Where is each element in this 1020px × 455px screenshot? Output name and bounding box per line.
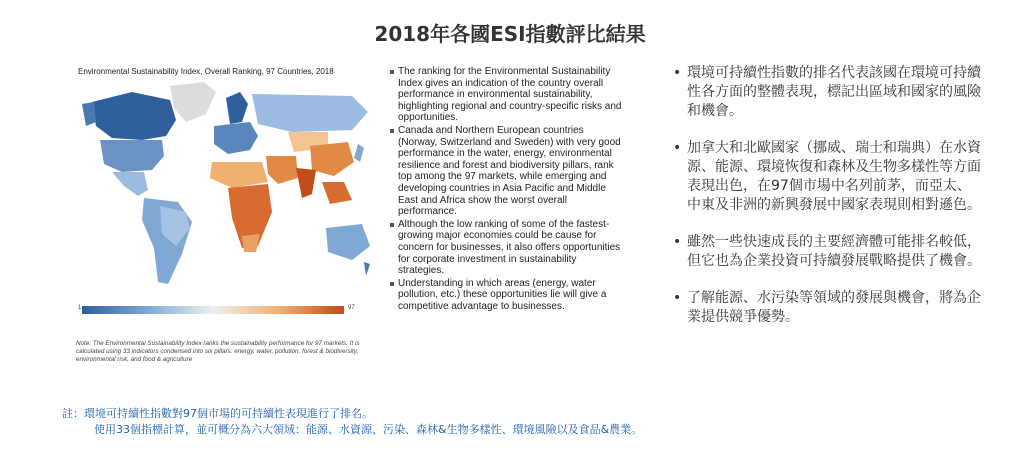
figure-bullet: Canada and Northern European countries (Norway, Switzerland and Sweden) with very good performance in the water, energy, environmental resilience and forest and biodiversity pillars, rank top among the 97 markets, while emerging and developing countries in Asia Pacific and Middle East and Africa show the worst overall performance. (390, 125, 622, 218)
map-caption: Environmental Sustainability Index, Overall Ranking, 97 Countries, 2018 (78, 67, 334, 76)
scale-max-label: 97 (348, 305, 355, 311)
china-shape (310, 142, 354, 176)
canada-shape (92, 92, 176, 140)
usa-shape (100, 140, 164, 172)
figure-bullet: The ranking for the Environmental Sustainability Index gives an indication of the country overall performance in environmental sustainability, highlighting regional and country-specific risks and opportunities. (390, 66, 622, 124)
footnote-line-2: 使用33個指標計算，並可概分為六大領域：能源、水資源、污染、森林&生物多樣性、環境風險以及食品&農業。 (94, 423, 643, 436)
greenland-shape (170, 82, 216, 122)
new-zealand-shape (364, 262, 370, 276)
africa-north-shape (210, 162, 268, 188)
europe-shape (214, 122, 258, 154)
india-shape (296, 168, 316, 198)
summary-item: • 環境可持續性指數的排名代表該國在環境可持續性各方面的整體表現，標記出區域和國家的風險和機會。 (672, 64, 984, 121)
mexico-shape (112, 172, 148, 196)
esi-figure-panel (72, 62, 622, 392)
scale-min-label: 1 (78, 305, 82, 311)
footnote-line-1: 註：環境可持續性指數對97個市場的可持續性表現進行了排名。 (62, 407, 373, 420)
middle-east-shape (266, 156, 298, 184)
world-map (82, 78, 372, 303)
footnote (62, 406, 642, 438)
south-africa-shape (242, 234, 260, 252)
alaska-shape (82, 102, 96, 126)
page-title: 2018年各國ESI指數評比結果 (374, 22, 646, 46)
japan-shape (354, 144, 364, 162)
figure-bullet: Understanding in which areas (energy, water pollution, etc.) these opportunities lie will give a competitive advantage to businesses. (390, 278, 622, 313)
summary-item: • 加拿大和北歐國家（挪威、瑞士和瑞典）在水資源、能源、環境恢復和森林及生物多樣性等方面表現出色，在97個市場中名列前茅，而亞太、中東及非洲的新興發展中國家表現則相對遜色。 (672, 139, 984, 215)
se-asia-shape (322, 182, 352, 204)
summary-list (672, 64, 984, 345)
figure-bullet: Although the low ranking of some of the fastest-growing major economies could be cause for concern for businesses, it also offers opportunities for corporate investment in sustainability strategies. (390, 219, 622, 277)
map-note: Note: The Environmental Sustainability Index ranks the sustainability performance for 97 markets. It is calculated using 33 indicators condensed into six pillars: energy, water, pollution, forest & biodiversity, environmental risk, and food & agriculture (76, 340, 360, 363)
scandinavia-shape (226, 92, 248, 124)
summary-item: • 了解能源、水污染等領域的發展與機會，將為企業提供競爭優勢。 (672, 289, 984, 327)
figure-bullet-list (390, 66, 622, 313)
ranking-color-scale (82, 306, 344, 314)
summary-item: • 雖然一些快速成長的主要經濟體可能排名較低，但它也為企業投資可持續發展戰略提供了機會。 (672, 233, 984, 271)
russia-shape (252, 94, 368, 132)
australia-shape (326, 224, 370, 260)
